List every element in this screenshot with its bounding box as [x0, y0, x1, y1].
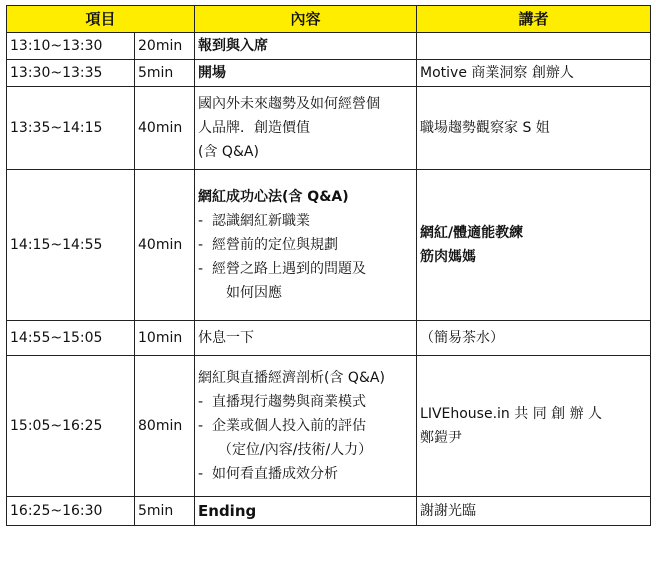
time-cell: 13:10~13:30 [7, 33, 135, 60]
topic-bullet-continuation: （定位/內容/技術/人力） [218, 442, 373, 458]
topic-bullet-continuation: 如何因應 [226, 285, 283, 301]
table-row [7, 60, 651, 87]
topic-line: (含 Q&A) [198, 144, 259, 160]
topic-cell: Ending [195, 497, 417, 526]
speaker-line: 鄭鎧尹 [420, 430, 463, 446]
duration-cell: 10min [135, 321, 195, 356]
topic-cell [195, 87, 417, 170]
header-item: 項目 [7, 6, 195, 33]
table-row [7, 87, 651, 170]
table-row [7, 170, 651, 321]
duration-cell: 5min [135, 60, 195, 87]
time-cell: 13:30~13:35 [7, 60, 135, 87]
speaker-line: 網紅/體適能教練 [420, 225, 524, 241]
table-row [7, 356, 651, 497]
header-row [7, 6, 651, 33]
topic-bullet: - 認識網紅新職業 [198, 209, 413, 233]
time-cell: 13:35~14:15 [7, 87, 135, 170]
topic-cell [195, 356, 417, 497]
topic-line: 國內外未來趨勢及如何經營個 [198, 96, 381, 112]
header-content: 內容 [195, 6, 417, 33]
table-row [7, 497, 651, 526]
table-row [7, 33, 651, 60]
topic-bullet: - 經營前的定位與規劃 [198, 233, 413, 257]
speaker-cell [417, 33, 651, 60]
schedule-table [6, 5, 651, 526]
speaker-cell [417, 356, 651, 497]
bullet-marker: - [198, 466, 204, 482]
topic-cell [195, 170, 417, 321]
topic-cell: 開場 [195, 60, 417, 87]
speaker-cell: （簡易茶水） [417, 321, 651, 356]
bullet-marker: - [198, 237, 204, 253]
topic-title: 網紅與直播經濟剖析(含 Q&A) [198, 370, 385, 386]
speaker-line: LIVEhouse.in 共 同 創 辦 人 [420, 406, 603, 422]
speaker-cell: 謝謝光臨 [417, 497, 651, 526]
duration-cell: 20min [135, 33, 195, 60]
duration-cell: 40min [135, 170, 195, 321]
topic-bullet: - 如何看直播成效分析 [198, 462, 413, 486]
topic-bullet: - 經營之路上遇到的問題及 [198, 257, 413, 281]
speaker-line: 筋肉媽媽 [420, 249, 477, 265]
topic-bullet: - 企業或個人投入前的評估 [198, 414, 413, 438]
topic-line: 人品牌．創造價值 [198, 120, 311, 136]
header-speaker: 講者 [417, 6, 651, 33]
topic-cell: 休息一下 [195, 321, 417, 356]
speaker-cell: 職場趨勢觀察家 S 姐 [417, 87, 651, 170]
table-row [7, 321, 651, 356]
bullet-marker: - [198, 418, 204, 434]
topic-bullet: - 直播現行趨勢與商業模式 [198, 390, 413, 414]
duration-cell: 80min [135, 356, 195, 497]
time-cell: 14:55~15:05 [7, 321, 135, 356]
duration-cell: 5min [135, 497, 195, 526]
time-cell: 15:05~16:25 [7, 356, 135, 497]
speaker-cell [417, 170, 651, 321]
time-cell: 16:25~16:30 [7, 497, 135, 526]
time-cell: 14:15~14:55 [7, 170, 135, 321]
bullet-marker: - [198, 261, 204, 277]
topic-title: 網紅成功心法(含 Q&A) [198, 189, 349, 205]
topic-cell: 報到與入席 [195, 33, 417, 60]
speaker-cell: Motive 商業洞察 創辦人 [417, 60, 651, 87]
bullet-marker: - [198, 213, 204, 229]
duration-cell: 40min [135, 87, 195, 170]
bullet-marker: - [198, 394, 204, 410]
